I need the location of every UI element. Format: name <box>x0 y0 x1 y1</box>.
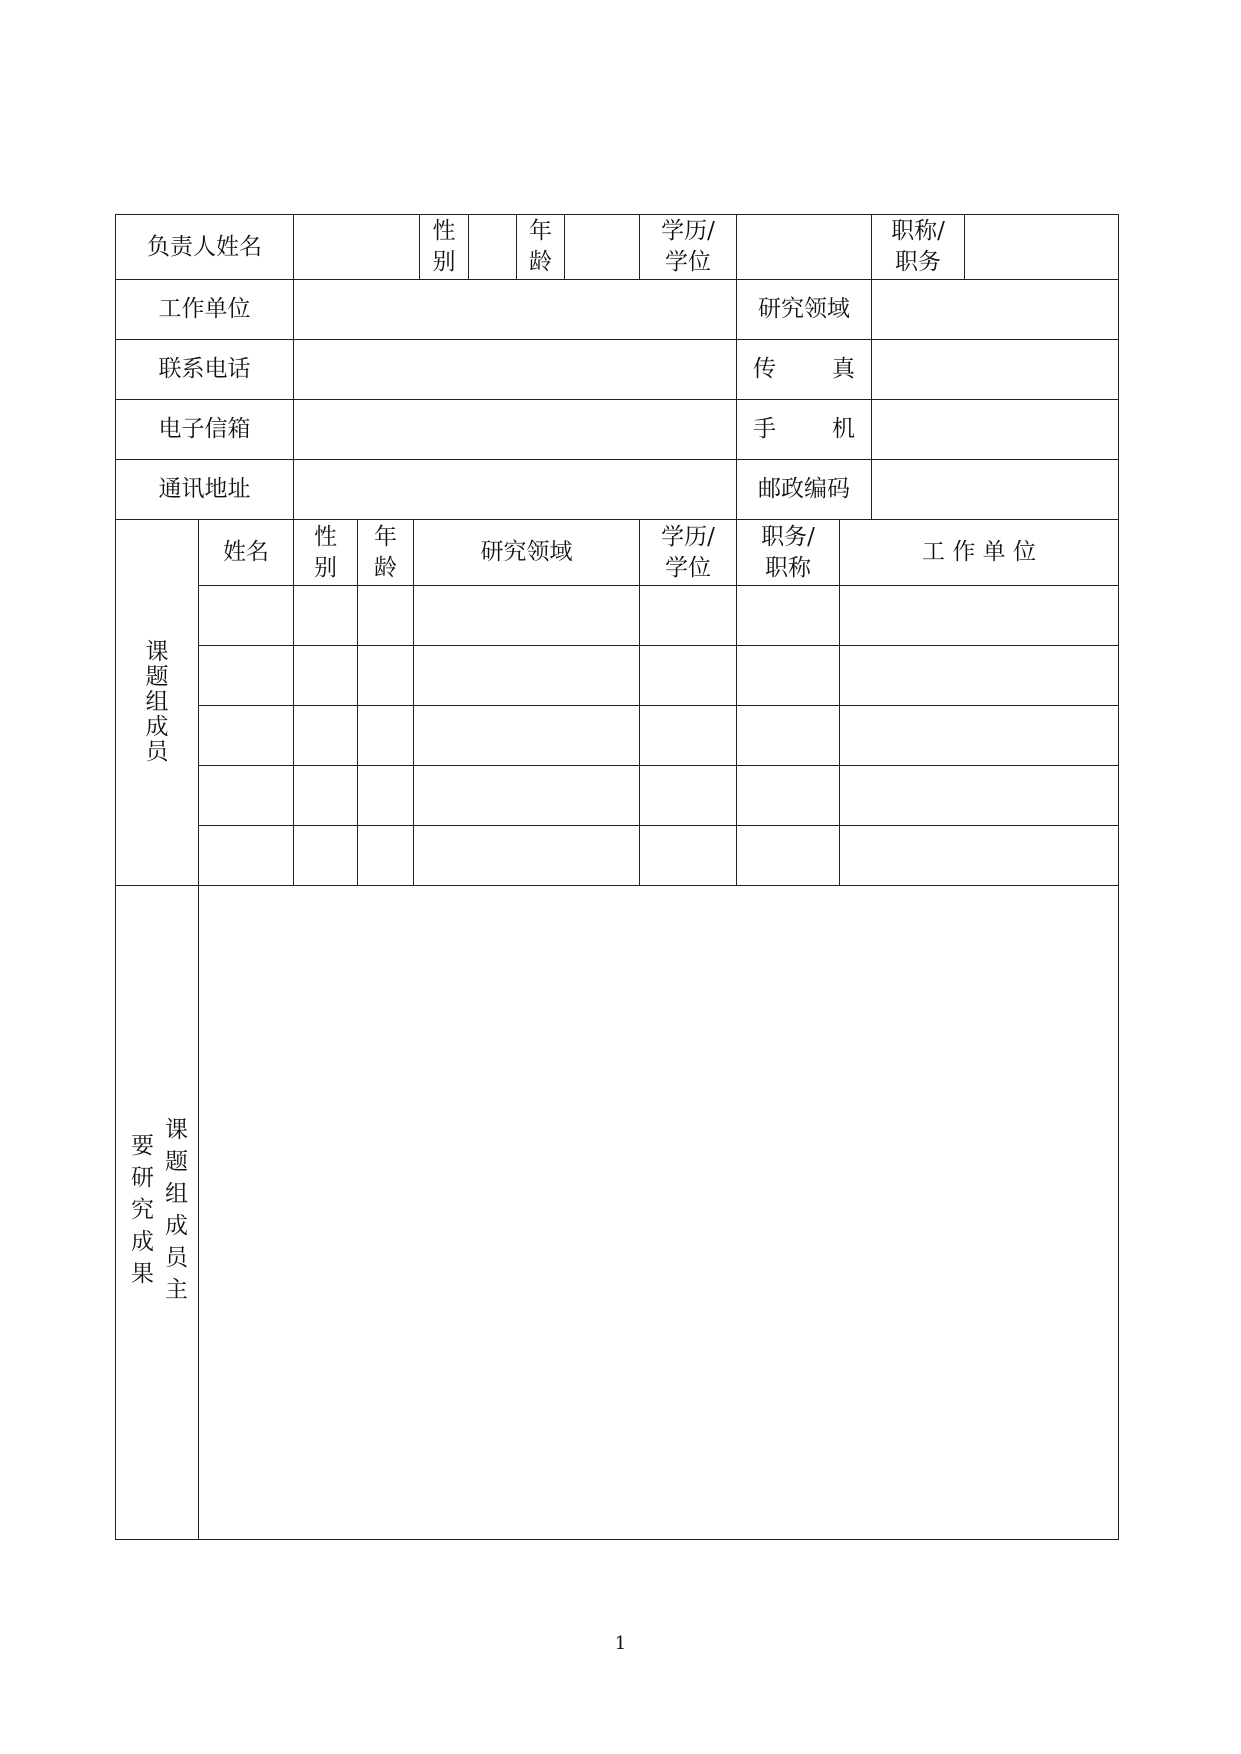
member-gender-cell[interactable] <box>293 765 358 826</box>
col-gender-char: 性 <box>314 523 337 550</box>
col-title-line: 职务/ <box>761 523 815 550</box>
col-age-char: 年 <box>374 523 397 550</box>
leader-title-field[interactable] <box>964 214 1119 280</box>
member-education-cell[interactable] <box>639 705 737 766</box>
members-col-gender <box>293 519 358 586</box>
members-label-char: 成 <box>145 714 169 740</box>
education-label-line: 学历/ <box>661 218 715 244</box>
member-name-cell[interactable] <box>198 705 294 766</box>
member-field-cell[interactable] <box>413 765 640 826</box>
results-label-cell <box>115 885 199 1540</box>
mobile-label <box>736 399 872 460</box>
leader-gender-label <box>419 214 469 280</box>
address-field[interactable] <box>293 459 737 520</box>
phone-label: 联系电话 <box>115 339 294 400</box>
leader-gender-field[interactable] <box>468 214 517 280</box>
phone-field[interactable] <box>293 339 737 400</box>
mobile-label-char: 机 <box>832 416 855 442</box>
member-age-cell[interactable] <box>357 765 414 826</box>
postcode-field[interactable] <box>871 459 1119 520</box>
member-gender-cell[interactable] <box>293 705 358 766</box>
member-age-cell[interactable] <box>357 705 414 766</box>
leader-name-label: 负责人姓名 <box>115 214 294 280</box>
leader-age-field[interactable] <box>564 214 640 280</box>
member-age-cell[interactable] <box>357 825 414 886</box>
member-unit-cell[interactable] <box>839 825 1119 886</box>
mobile-label-char: 手 <box>753 416 776 442</box>
members-col-name: 姓名 <box>198 519 294 586</box>
postcode-label: 邮政编码 <box>736 459 872 520</box>
member-gender-cell[interactable] <box>293 585 358 646</box>
fax-field[interactable] <box>871 339 1119 400</box>
gender-label-char: 别 <box>432 249 456 275</box>
gender-label-char: 性 <box>432 218 456 244</box>
fax-label-char: 传 <box>753 356 776 382</box>
members-col-education <box>639 519 737 586</box>
member-field-cell[interactable] <box>413 645 640 706</box>
member-field-cell[interactable] <box>413 825 640 886</box>
members-label-char: 题 <box>145 664 169 690</box>
member-name-cell[interactable] <box>198 765 294 826</box>
member-unit-cell[interactable] <box>839 645 1119 706</box>
member-unit-cell[interactable] <box>839 585 1119 646</box>
research-field-field[interactable] <box>871 279 1119 340</box>
leader-title-label <box>871 214 965 280</box>
leader-education-field[interactable] <box>736 214 872 280</box>
member-name-cell[interactable] <box>198 825 294 886</box>
members-col-unit: 工 作 单 位 <box>839 519 1119 586</box>
member-education-cell[interactable] <box>639 585 737 646</box>
age-label-char: 龄 <box>529 249 552 275</box>
members-section-label <box>115 519 199 886</box>
address-label: 通讯地址 <box>115 459 294 520</box>
work-unit-field[interactable] <box>293 279 737 340</box>
member-name-cell[interactable] <box>198 585 294 646</box>
age-label-char: 年 <box>529 218 552 244</box>
members-col-field: 研究领域 <box>413 519 640 586</box>
member-title-cell[interactable] <box>736 645 840 706</box>
member-title-cell[interactable] <box>736 705 840 766</box>
member-age-cell[interactable] <box>357 645 414 706</box>
mobile-field[interactable] <box>871 399 1119 460</box>
research-field-label: 研究领域 <box>736 279 872 340</box>
col-age-char: 龄 <box>374 554 397 581</box>
member-title-cell[interactable] <box>736 765 840 826</box>
work-unit-label: 工作单位 <box>115 279 294 340</box>
member-name-cell[interactable] <box>198 645 294 706</box>
education-label-line: 学位 <box>665 249 711 275</box>
member-age-cell[interactable] <box>357 585 414 646</box>
results-content-field[interactable] <box>198 885 1119 1540</box>
member-gender-cell[interactable] <box>293 645 358 706</box>
member-unit-cell[interactable] <box>839 765 1119 826</box>
email-field[interactable] <box>293 399 737 460</box>
member-field-cell[interactable] <box>413 705 640 766</box>
members-label-char: 员 <box>145 739 169 765</box>
member-education-cell[interactable] <box>639 825 737 886</box>
leader-name-field[interactable] <box>293 214 420 280</box>
title-label-line: 职称/ <box>891 218 945 244</box>
col-gender-char: 别 <box>314 554 337 581</box>
email-label: 电子信箱 <box>115 399 294 460</box>
col-education-line: 学历/ <box>661 523 715 550</box>
member-gender-cell[interactable] <box>293 825 358 886</box>
member-education-cell[interactable] <box>639 765 737 826</box>
page-number: 1 <box>614 1633 627 1654</box>
members-label-char: 课 <box>145 639 169 665</box>
leader-age-label <box>516 214 565 280</box>
member-education-cell[interactable] <box>639 645 737 706</box>
fax-label-char: 真 <box>832 356 855 382</box>
results-label: 课题组成员主要研究成果 <box>127 1116 187 1309</box>
members-col-title <box>736 519 840 586</box>
member-title-cell[interactable] <box>736 585 840 646</box>
member-unit-cell[interactable] <box>839 705 1119 766</box>
col-education-line: 学位 <box>665 554 711 581</box>
member-title-cell[interactable] <box>736 825 840 886</box>
col-title-line: 职称 <box>765 554 811 581</box>
fax-label <box>736 339 872 400</box>
member-field-cell[interactable] <box>413 585 640 646</box>
members-label-char: 组 <box>145 689 169 715</box>
title-label-line: 职务 <box>895 249 941 275</box>
leader-education-label <box>639 214 737 280</box>
members-col-age <box>357 519 414 586</box>
